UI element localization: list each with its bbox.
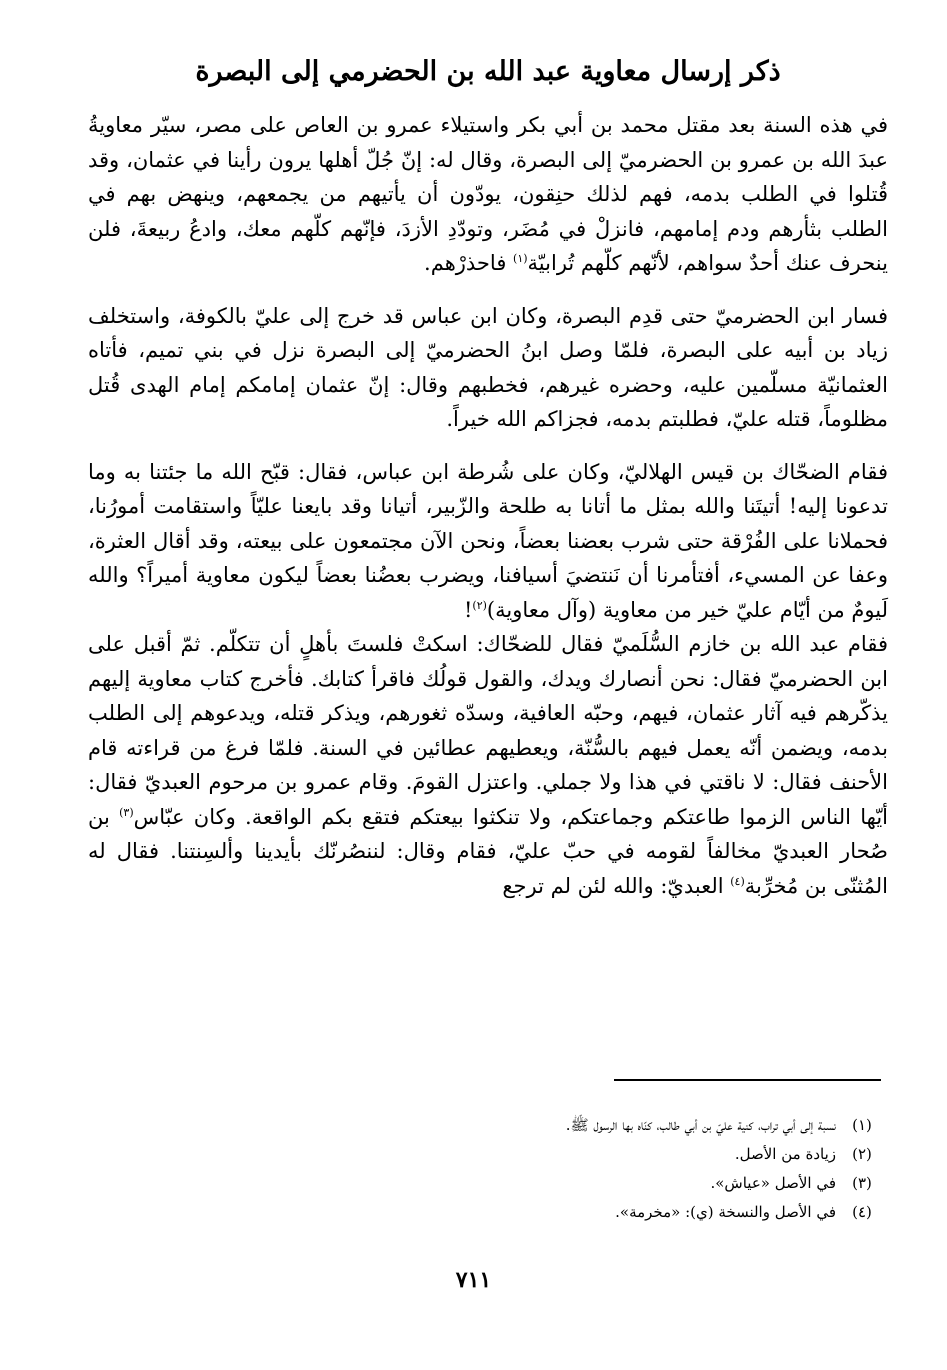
- paragraph-1-tail: فاحذرْهم.: [424, 251, 514, 275]
- footnote-2: [88, 1140, 888, 1169]
- paragraph-4: [88, 627, 888, 903]
- footnote-number: (٤): [852, 1203, 872, 1221]
- paragraph-1: [88, 108, 888, 281]
- paragraph-4-tail: العبديّ: والله لئن لم ترجع: [502, 873, 731, 898]
- footnote-ref-3: (٣): [119, 805, 134, 819]
- footnote-number: (٢): [852, 1145, 872, 1163]
- footnote-number: (١): [852, 1116, 872, 1134]
- footnote-text: في الأصل والنسخة (ي): «مخرمة».: [615, 1203, 836, 1221]
- paragraph-2: [88, 299, 888, 437]
- footnote-text: في الأصل «عياش».: [710, 1174, 836, 1192]
- page-number: ٧١١: [455, 1267, 492, 1293]
- chapter-title: ذكر إرسال معاوية عبد الله بن الحضرمي إلى البصرة: [195, 56, 781, 87]
- footnote-separator: [614, 1079, 881, 1081]
- paragraph-4-mid: بن صُحار العبديّ مخالفاً لقومه في حبّ عليّ، فقام وقال: لننصُرنّك بأيدينا وألسِنتنا. فقال له المُثنّى بن مُخرِّبة: [88, 804, 888, 898]
- paragraph-3-text: فقام الضحّاك بن قيس الهلاليّ، وكان على شُرطة ابن عباس، فقال: قبّح الله ما جئتنا به وما تدعونا إليه! أتيتَنا والله بمثل ما أتانا به طلحة والزّبير، أتيانا وقد بايعنا عليّاً واستقامت أمورُنا، فحملانا على الفُرْقة حتى شرب بعضنا بعضاً، ونحن الآن مجتمعون على بيعته، وقد أقال العثرة، وعفا عن المسيء، أفتأمرنا أن نَنتضيَ أسيافنا، ويضرب بعضُنا بعضاً ليكون معاوية أميراً؟ والله لَيومٌ من أيّام عليّ خير من معاوية (وآل معاوية): [88, 459, 888, 622]
- footnote-3: [88, 1169, 888, 1198]
- paragraph-4-text: فقام عبد الله بن خازم السُّلَميّ فقال للضحّاك: اسكتْ فلستَ بأهلٍ أن تتكلّم. ثمّ أقبل على ابن الحضرميّ فقال: نحن أنصارك ويدك، والقول قولُك فاقرأ كتابك. فأخرج كتاب معاوية إليهم يذكّرهم فيه آثار عثمان، فيهم، وحبّه العافية، وسدّه ثغورهم، ويذكر قتله، ويدعوهم إلى الطلب بدمه، ويضمن أنّه يعمل فيهم بالسُّنّة، ويعطيهم عطائين في السنة. فلمّا فرغ من قراءته قام الأحنف فقال: لا ناقتي في هذا ولا جملي. واعتزل القومَ. وقام عمرو بن مرحوم العبديّ فقال: أيّها الناس الزموا طاعتكم وجماعتكم، ولا تنكثوا بيعتكم فتقع بكم الواقعة. وكان عبّاس: [88, 632, 888, 829]
- footnote-text: زيادة من الأصل.: [734, 1145, 836, 1163]
- page-body: [88, 40, 888, 903]
- footnote-1: [88, 1111, 888, 1140]
- paragraph-3: [88, 455, 888, 628]
- paragraph-2-text: فسار ابن الحضرميّ حتى قدِم البصرة، وكان ابن عباس قد خرج إلى عليّ بالكوفة، واستخلف زياد بن أبيه على البصرة، فلمّا وصل ابنُ الحضرميّ إلى البصرة نزل في بني تميم، فأتاه العثمانيّة مسلّمين عليه، وحضره غيرهم، فخطبهم وقال: إنّ عثمان إمامكم إمام الهدى قُتل مظلوماً، قتله عليّ، فطلبتم بدمه، فجزاكم الله خيراً.: [88, 303, 888, 431]
- footnote-4: [88, 1198, 888, 1227]
- footnote-ref-2: (٢): [472, 598, 487, 612]
- footnote-text: نسبة إلى أبي تراب، كنية عليّ بن أبي طالب، كنّاه بها الرسول ﷺ.: [565, 1116, 836, 1134]
- footnotes: [88, 1111, 888, 1227]
- footnote-number: (٣): [852, 1174, 872, 1192]
- paragraph-3-tail: !: [463, 597, 473, 622]
- paragraph-1-text: في هذه السنة بعد مقتل محمد بن أبي بكر واستيلاء عمرو بن العاص على مصر، سيّر معاويةُ عبدَ الله بن عمرو بن الحضرميّ إلى البصرة، وقال له: إنّ جُلّ أهلها يرون رأينا في عثمان، وقد قُتلوا في الطلب بدمه، فهم لذلك حنِقون، يودّون أن يأتيهم من يجمعهم، وينهض بهم في الطلب بثأرهم ودم إمامهم، فانزلْ في مُضَر، وتودّدِ الأزدَ، فإنّهم كلّهم معك، وادعُ ربيعةَ، فلن ينحرف عنك أحدٌ سواهم، لأنّهم كلّهم تُرابيّة: [88, 113, 888, 275]
- footnote-ref-4: (٤): [730, 874, 745, 888]
- footnote-ref-1: (١): [513, 252, 528, 265]
